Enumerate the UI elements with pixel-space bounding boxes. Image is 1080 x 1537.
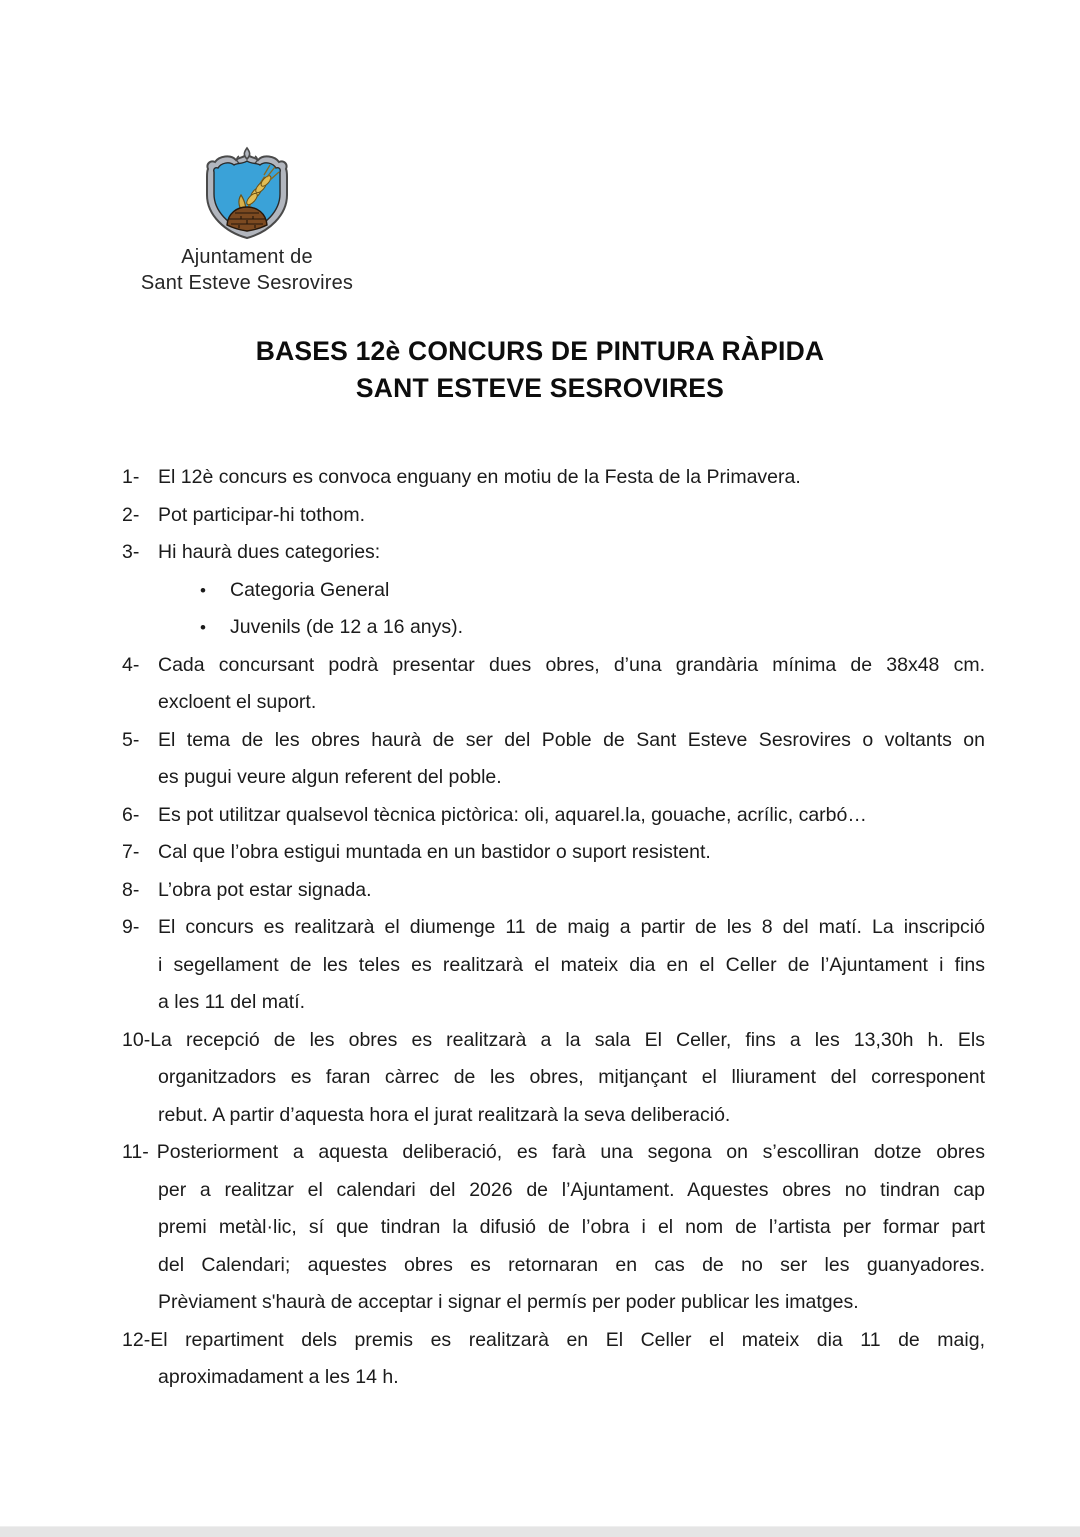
- item-marker: 7-: [122, 841, 140, 863]
- list-item: [122, 834, 985, 872]
- item-line: organitzadors es faran càrrec de les obres, mitjançant el lliurament del corresponent: [158, 1066, 985, 1088]
- item-line: es pugui veure algun referent del poble.: [158, 766, 502, 788]
- document-title: [0, 333, 1080, 407]
- item-marker: 4-: [122, 653, 140, 676]
- item-line: del Calendari; aquestes obres es retornaran en cas de no ser les guanyadores.: [158, 1253, 985, 1276]
- item-marker: 6-: [122, 803, 140, 826]
- bullet-icon: •: [200, 580, 206, 600]
- item-line: • Juvenils (de 12 a 16 anys).: [122, 609, 985, 647]
- item-line: i segellament de les teles es realitzarà el mateix dia en el Celler de l’Ajuntament i fins: [158, 953, 985, 976]
- item-line: excloent el suport.: [158, 691, 317, 713]
- logo-caption-line1: Ajuntament de: [181, 246, 313, 268]
- list-item: [122, 872, 985, 910]
- list-item: [122, 1322, 985, 1397]
- item-line: premi metàl·lic, sí que tindran la difusió de l’obra i el nom de l’artista per formar part: [158, 1216, 985, 1238]
- item-line: 12-El repartiment dels premis es realitzarà en El Celler el mateix dia 11 de maig,: [122, 1328, 985, 1351]
- item-line: 1- El 12è concurs es convoca enguany en motiu de la Festa de la Primavera.: [122, 459, 985, 497]
- item-line: Prèviament s'haurà de acceptar i signar el permís per poder publicar les imatges.: [158, 1291, 859, 1313]
- item-line: a les 11 del matí.: [158, 991, 306, 1013]
- item-line: rebut. A partir d’aquesta hora el jurat realitzarà la seva deliberació.: [158, 1103, 731, 1126]
- page-bottom-edge: [0, 1526, 1080, 1537]
- item-line: 10-La recepció de les obres es realitzarà a la sala El Celler, fins a les 13,30h h. Els: [122, 1028, 985, 1051]
- document-title-line2: SANT ESTEVE SESROVIRES: [355, 373, 725, 403]
- item-marker: 2-: [122, 503, 140, 526]
- item-line: 4- Cada concursant podrà presentar dues obres, d’una grandària mínima de 38x48 cm.: [122, 647, 985, 685]
- list-item: [122, 459, 985, 497]
- item-marker: 9-: [122, 916, 140, 938]
- item-line: 11- Posteriorment a aquesta deliberació, es farà una segona on s’escolliran dotze obres: [122, 1141, 985, 1163]
- item-marker: 5-: [122, 728, 140, 751]
- bullet-item: [122, 609, 985, 647]
- municipal-logo: [130, 146, 364, 295]
- item-line: aproximadament a les 14 h.: [158, 1366, 399, 1388]
- item-marker: 8-: [122, 878, 140, 901]
- item-line: 7- Cal que l’obra estigui muntada en un bastidor o suport resistent.: [122, 834, 985, 872]
- item-marker: 12-: [122, 1328, 151, 1351]
- list-item: [122, 909, 985, 1022]
- item-line: 8- L’obra pot estar signada.: [122, 872, 985, 910]
- list-item: [122, 797, 985, 835]
- item-line: 6- Es pot utilitzar qualsevol tècnica pictòrica: oli, aquarel.la, gouache, acrílic, carbó…: [122, 797, 985, 835]
- document-title-line1: BASES 12è CONCURS DE PINTURA RÀPIDA: [255, 336, 825, 366]
- bullet-item: [122, 572, 985, 610]
- list-item: [122, 1134, 985, 1322]
- item-line: 5- El tema de les obres haurà de ser del Poble de Sant Esteve Sesrovires o voltants on: [122, 722, 985, 760]
- item-line: 3- Hi haurà dues categories:: [122, 534, 985, 572]
- list-item: [122, 534, 985, 572]
- item-line: per a realitzar el calendari del 2026 de l’Ajuntament. Aquestes obres no tindran cap: [158, 1178, 985, 1201]
- item-line: • Categoria General: [122, 572, 985, 610]
- item-line: 2- Pot participar-hi tothom.: [122, 497, 985, 535]
- list-item: [122, 1022, 985, 1135]
- item-marker: 11-: [122, 1141, 149, 1163]
- logo-caption-line2: Sant Esteve Sesrovires: [140, 271, 354, 294]
- bullet-icon: •: [200, 618, 206, 637]
- shield-icon: [195, 146, 299, 244]
- rules-list: [122, 459, 985, 1397]
- list-item: [122, 722, 985, 797]
- item-marker: 1-: [122, 466, 140, 488]
- item-marker: 3-: [122, 541, 140, 563]
- list-item: [122, 497, 985, 535]
- item-line: 9- El concurs es realitzarà el diumenge 11 de maig a partir de les 8 del matí. La inscripció: [122, 909, 985, 947]
- item-marker: 10-: [122, 1028, 151, 1051]
- list-item: [122, 647, 985, 722]
